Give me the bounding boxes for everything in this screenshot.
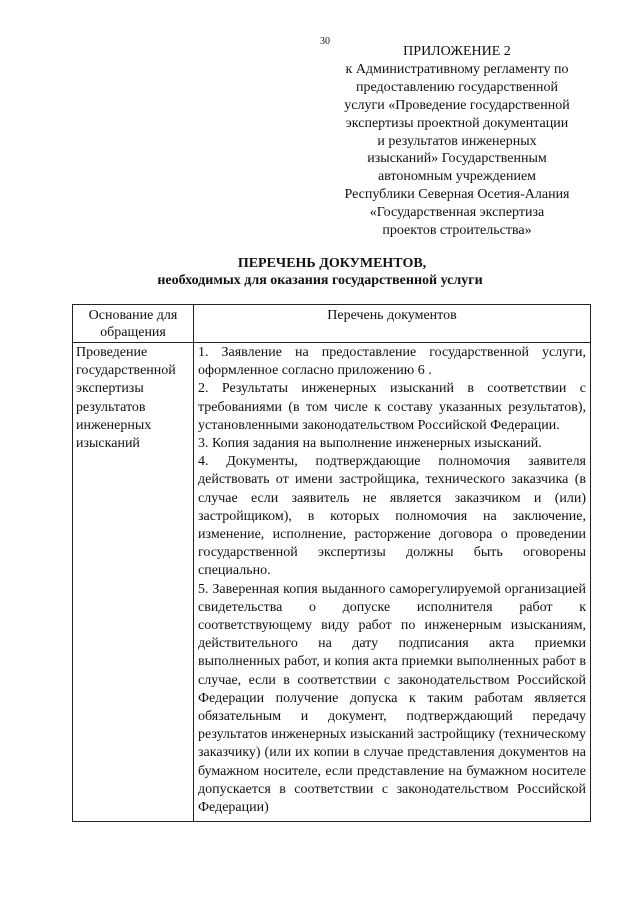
basis-cell: Проведение государственной экспертизы результатов инженерных изысканий xyxy=(73,343,194,822)
table-header-row xyxy=(73,305,591,343)
documents-table xyxy=(72,304,591,822)
document-item: 1. Заявление на предоставление государственной услуги, оформленное согласно приложению 6 . xyxy=(198,345,586,379)
document-title xyxy=(0,255,640,289)
document-item: 2. Результаты инженерных изысканий в соответствии с требованиями (в том числе к составу указанных результатов), установленными законодательством Российской Федерации. xyxy=(198,381,586,433)
table-row xyxy=(73,343,591,822)
appendix-line: проектов строительства» xyxy=(382,223,532,239)
document-item: 4. Документы, подтверждающие полномочия заявителя действовать от имени застройщика, технического заказчика (в случае если заявитель не является заказчиком и (или) застройщиком), в которых полномочия на заключение, изменение, исполнение, расторжение договора о проведении государственной экспертизы должны быть оговорены специально. xyxy=(198,454,586,579)
appendix-title: ПРИЛОЖЕНИЕ 2 xyxy=(403,44,511,59)
appendix-line: предоставлению государственной xyxy=(355,79,559,95)
documents-cell xyxy=(194,343,591,822)
document-title-line2: необходимых для оказания государственной услуги xyxy=(157,273,483,288)
appendix-line: и результатов инженерных xyxy=(377,133,537,149)
page-number: 30 xyxy=(320,36,330,47)
appendix-line: «Государственная экспертиза xyxy=(369,205,545,221)
appendix-line: услуги «Проведение государственной xyxy=(344,97,570,113)
document-item: 3. Копия задания на выполнение инженерных изысканий. xyxy=(198,436,542,452)
appendix-line: изысканий» Государственным xyxy=(367,151,547,167)
appendix-line: автономным учреждением xyxy=(377,169,537,185)
appendix-header xyxy=(318,43,596,240)
appendix-line: Республики Северная Осетия-Алания xyxy=(344,187,570,203)
appendix-line: к Административному регламенту по xyxy=(345,61,569,77)
document-title-line1: ПЕРЕЧЕНЬ ДОКУМЕНТОВ, xyxy=(237,256,427,271)
header-basis: Основание для обращения xyxy=(73,305,194,343)
appendix-line: экспертизы проектной документации xyxy=(345,115,569,131)
header-documents: Перечень документов xyxy=(194,305,591,343)
document-item: 5. Заверенная копия выданного саморегулируемой организацией свидетельства о допуске исполнителя работ к соответствующему виду работ по инженерным изысканиям, действительного на дату подписания акта приемки выполненных работ, и копия акта приемки выполненных работ в случае, если в соответствии с законодательством Российской Федерации получение допуска к таким работам является обязательным и документ, подтверждающий передачу результатов инженерных изысканий застройщику (техническому заказчику) (или их копии в случае представления документов на бумажном носителе, если представление на бумажном носителе допускается в соответствии с законодательством Российской Федерации) xyxy=(198,581,586,816)
